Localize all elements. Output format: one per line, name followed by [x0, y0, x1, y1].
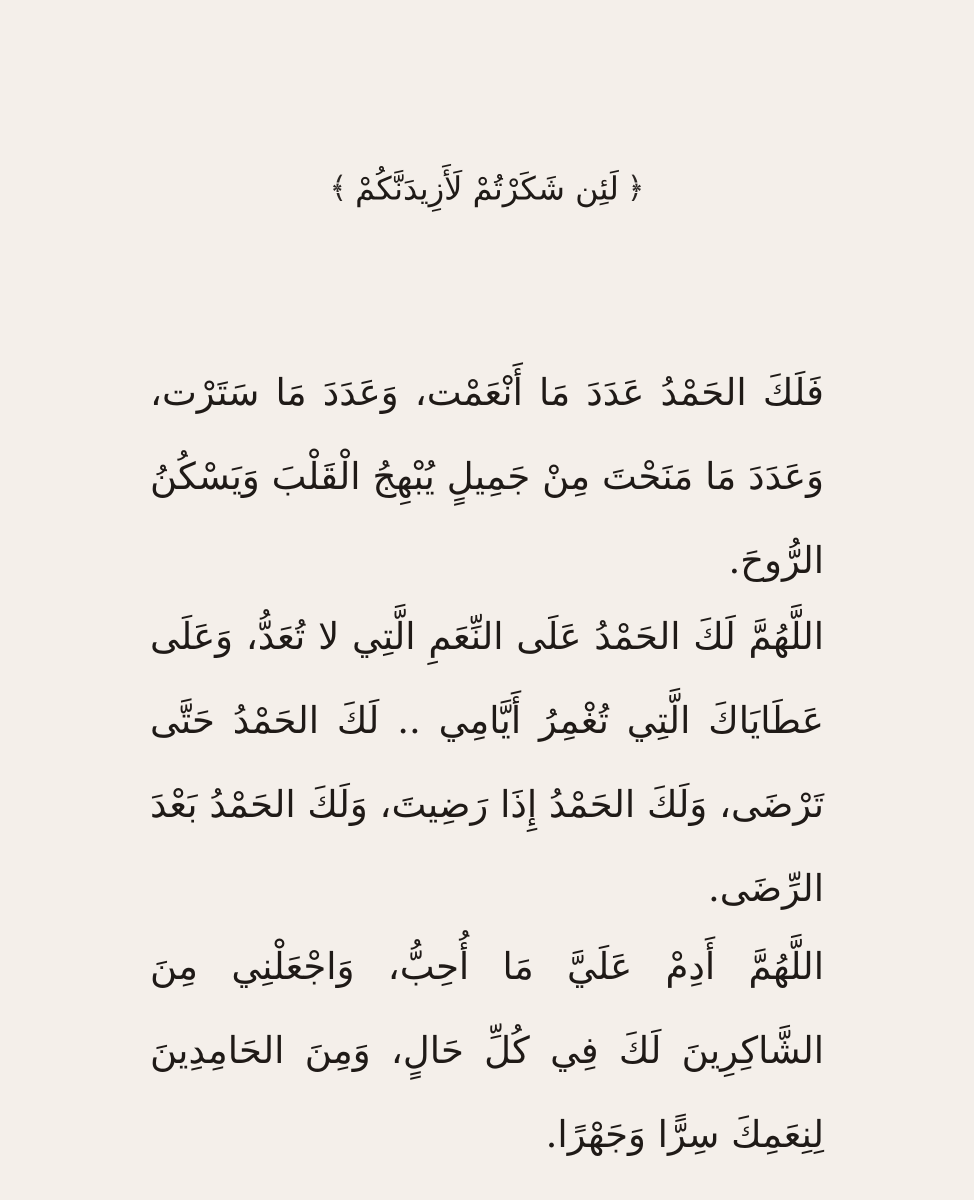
paragraph-praise-blessings: اللَّهُمَّ لَكَ الحَمْدُ عَلَى النِّعَمِ الَّتِي لا تُعَدُّ، وَعَلَى عَطَايَاكَ الَّتِي تُغْمِرُ أَيَّامِي .. لَكَ الحَمْدُ حَتَّى تَرْضَى، وَلَكَ الحَمْدُ إِذَا رَضِيتَ، وَلَكَ الحَمْدُ بَعْدَ الرِّضَى. [150, 615, 824, 910]
paragraph-supplication: اللَّهُمَّ أَدِمْ عَلَيَّ مَا أُحِبُّ، وَاجْعَلْنِي مِنَ الشَّاكِرِينَ لَكَ فِي كُلِّ حَالٍ، وَمِنَ الحَامِدِينَ لِنِعَمِكَ سِرًّا وَجَهْرًا. [150, 945, 824, 1156]
ornate-open-bracket: ﴿ [626, 170, 645, 206]
ornate-close-bracket: ﴾ [329, 170, 348, 206]
paragraph-praise-count: فَلَكَ الحَمْدُ عَدَدَ مَا أَنْعَمْت، وَعَدَدَ مَا سَتَرْت، وَعَدَدَ مَا مَنَحْتَ مِنْ جَمِيلٍ يُبْهِجُ الْقَلْبَ وَيَسْكُنُ الرُّوحَ. [150, 371, 824, 582]
verse-text: لَئِن شَكَرْتُمْ لَأَزِيدَنَّكُمْ [355, 169, 619, 208]
quran-verse-heading [0, 158, 974, 217]
